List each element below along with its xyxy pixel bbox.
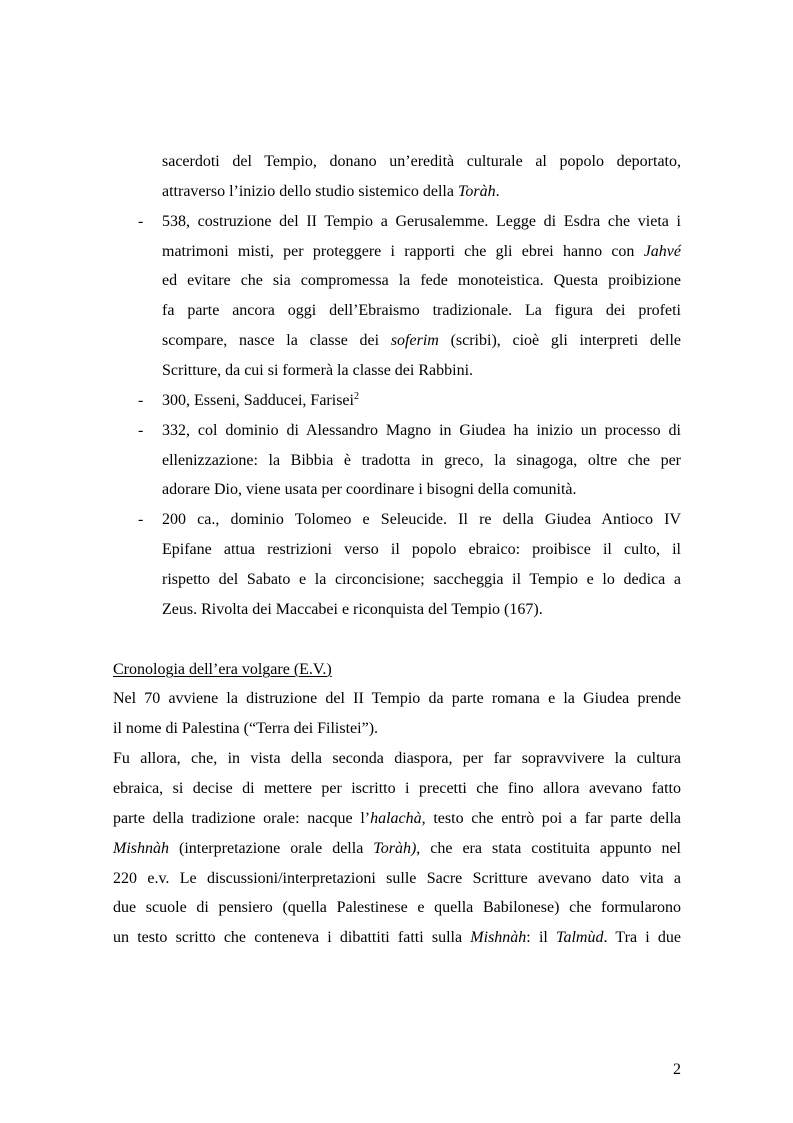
text-line: [113, 893, 681, 923]
text-run: 200 ca., dominio Tolomeo e Seleucide. Il re della Giudea Antioco IV: [162, 511, 681, 529]
italic-term: soferim: [390, 332, 439, 350]
timeline-item-538: [138, 207, 681, 386]
bullet-dash: -: [138, 212, 144, 230]
footnote-reference: 2: [353, 390, 359, 402]
body-paragraph-continued: [113, 744, 681, 953]
text-run: matrimoni misti, per proteggere i rapporti che gli ebrei hanno con: [162, 242, 644, 260]
timeline-list: [113, 207, 681, 625]
text-run: un testo scritto che conteneva i dibattiti fatti sulla: [113, 929, 471, 947]
text-line: [162, 505, 681, 535]
text-run: 332, col dominio di Alessandro Magno in Giudea ha inizio un processo di: [162, 421, 681, 439]
italic-term: Toràh): [373, 839, 417, 857]
text-line: [162, 147, 681, 177]
text-line: [162, 356, 681, 386]
text-run: (interpretazione orale della: [169, 839, 374, 857]
text-line: [113, 834, 681, 864]
italic-term: Jahvé: [643, 242, 681, 260]
body-paragraph: [113, 684, 681, 744]
text-run: ebraica, si decise di mettere per iscritto i precetti che fino allora avevano fatto: [113, 780, 681, 798]
text-run: sacerdoti del Tempio, donano un’eredità culturale al popolo deportato,: [162, 153, 681, 170]
text-line: [162, 207, 681, 237]
text-run: rispetto del Sabato e la circoncisione; saccheggia il Tempio e lo dedica a: [162, 571, 681, 589]
text-run: attraverso l’inizio dello studio sistemico della: [162, 182, 458, 200]
timeline-item-text: [162, 386, 681, 416]
text-line: [162, 565, 681, 595]
page-number: 2: [673, 1061, 681, 1078]
italic-term: halachà: [370, 809, 422, 827]
italic-term: Mishnàh: [113, 839, 169, 857]
bullet-dash: -: [138, 391, 144, 409]
text-line: [113, 774, 681, 804]
text-run: . Tra i due: [603, 929, 681, 947]
text-run: Scritture, da cui si formerà la classe dei Rabbini.: [162, 362, 474, 380]
text-run: scompare, nasce la classe dei: [162, 332, 391, 350]
timeline-item-text: [162, 207, 681, 386]
text-run: 300, Esseni, Sadducei, Farisei: [162, 391, 354, 409]
text-run: 220 e.v. Le discussioni/interpretazioni sulle Sacre Scritture avevano dato vita a: [113, 869, 681, 887]
document-body: [113, 147, 681, 953]
text-run: 538, costruzione del II Tempio a Gerusalemme. Legge di Esdra che vieta i: [162, 212, 681, 230]
text-run: Zeus. Rivolta dei Maccabei e riconquista del Tempio (167).: [162, 600, 543, 618]
text-line: [162, 475, 681, 505]
text-line: [162, 296, 681, 326]
text-run: (scribi), cioè gli interpreti delle: [438, 332, 681, 350]
text-line: [162, 416, 681, 446]
continuation-paragraph: [162, 147, 681, 207]
text-line: [113, 804, 681, 834]
text-line: [162, 595, 681, 625]
timeline-item-332: [138, 416, 681, 506]
text-run: adorare Dio, viene usata per coordinare i bisogni della comunità.: [162, 481, 577, 499]
text-line: [162, 386, 681, 416]
text-run: Nel 70 avviene la distruzione del II Tempio da parte romana e la Giudea prende: [113, 690, 681, 708]
text-line: [162, 535, 681, 565]
text-run: il nome di Palestina (“Terra dei Filistei”).: [113, 720, 379, 738]
text-run: due scuole di pensiero (quella Palestinese e quella Babilonese) che formularono: [113, 899, 681, 917]
timeline-item-300: [138, 386, 681, 416]
text-line: [162, 177, 681, 207]
text-run: : il: [526, 929, 557, 947]
text-run: ed evitare che sia compromessa la fede monoteistica. Questa proibizione: [162, 272, 681, 290]
text-line: [113, 864, 681, 894]
text-run: Epifane attua restrizioni verso il popolo ebraico: proibisce il culto, il: [162, 541, 681, 559]
italic-term: Toràh: [457, 182, 496, 200]
text-line: [162, 237, 681, 267]
text-run: .: [495, 182, 500, 200]
bullet-dash: -: [138, 511, 144, 529]
text-line: [113, 923, 681, 953]
timeline-item-text: [162, 416, 681, 506]
text-line: [113, 744, 681, 774]
text-run: Fu allora, che, in vista della seconda diaspora, per far sopravvivere la cultura: [113, 750, 681, 768]
text-line: [113, 684, 681, 714]
text-line: [162, 446, 681, 476]
section-heading: Cronologia dell’era volgare (E.V.): [113, 660, 332, 678]
text-line: [113, 714, 681, 744]
text-run: parte della tradizione orale: nacque l’: [113, 809, 371, 827]
timeline-item-200: [138, 505, 681, 624]
text-run: ellenizzazione: la Bibbia è tradotta in greco, la sinagoga, oltre che per: [162, 451, 681, 469]
text-run: fa parte ancora oggi dell’Ebraismo tradizionale. La figura dei profeti: [162, 302, 681, 320]
timeline-item-text: [162, 505, 681, 624]
text-run: , che era stata costituita appunto nel: [416, 839, 682, 857]
text-line: [162, 266, 681, 296]
italic-term: Mishnàh: [470, 929, 527, 947]
bullet-dash: -: [138, 421, 144, 439]
italic-term: Talmùd: [556, 929, 604, 947]
text-run: , testo che entrò poi a far parte della: [421, 809, 681, 827]
text-line: [162, 326, 681, 356]
